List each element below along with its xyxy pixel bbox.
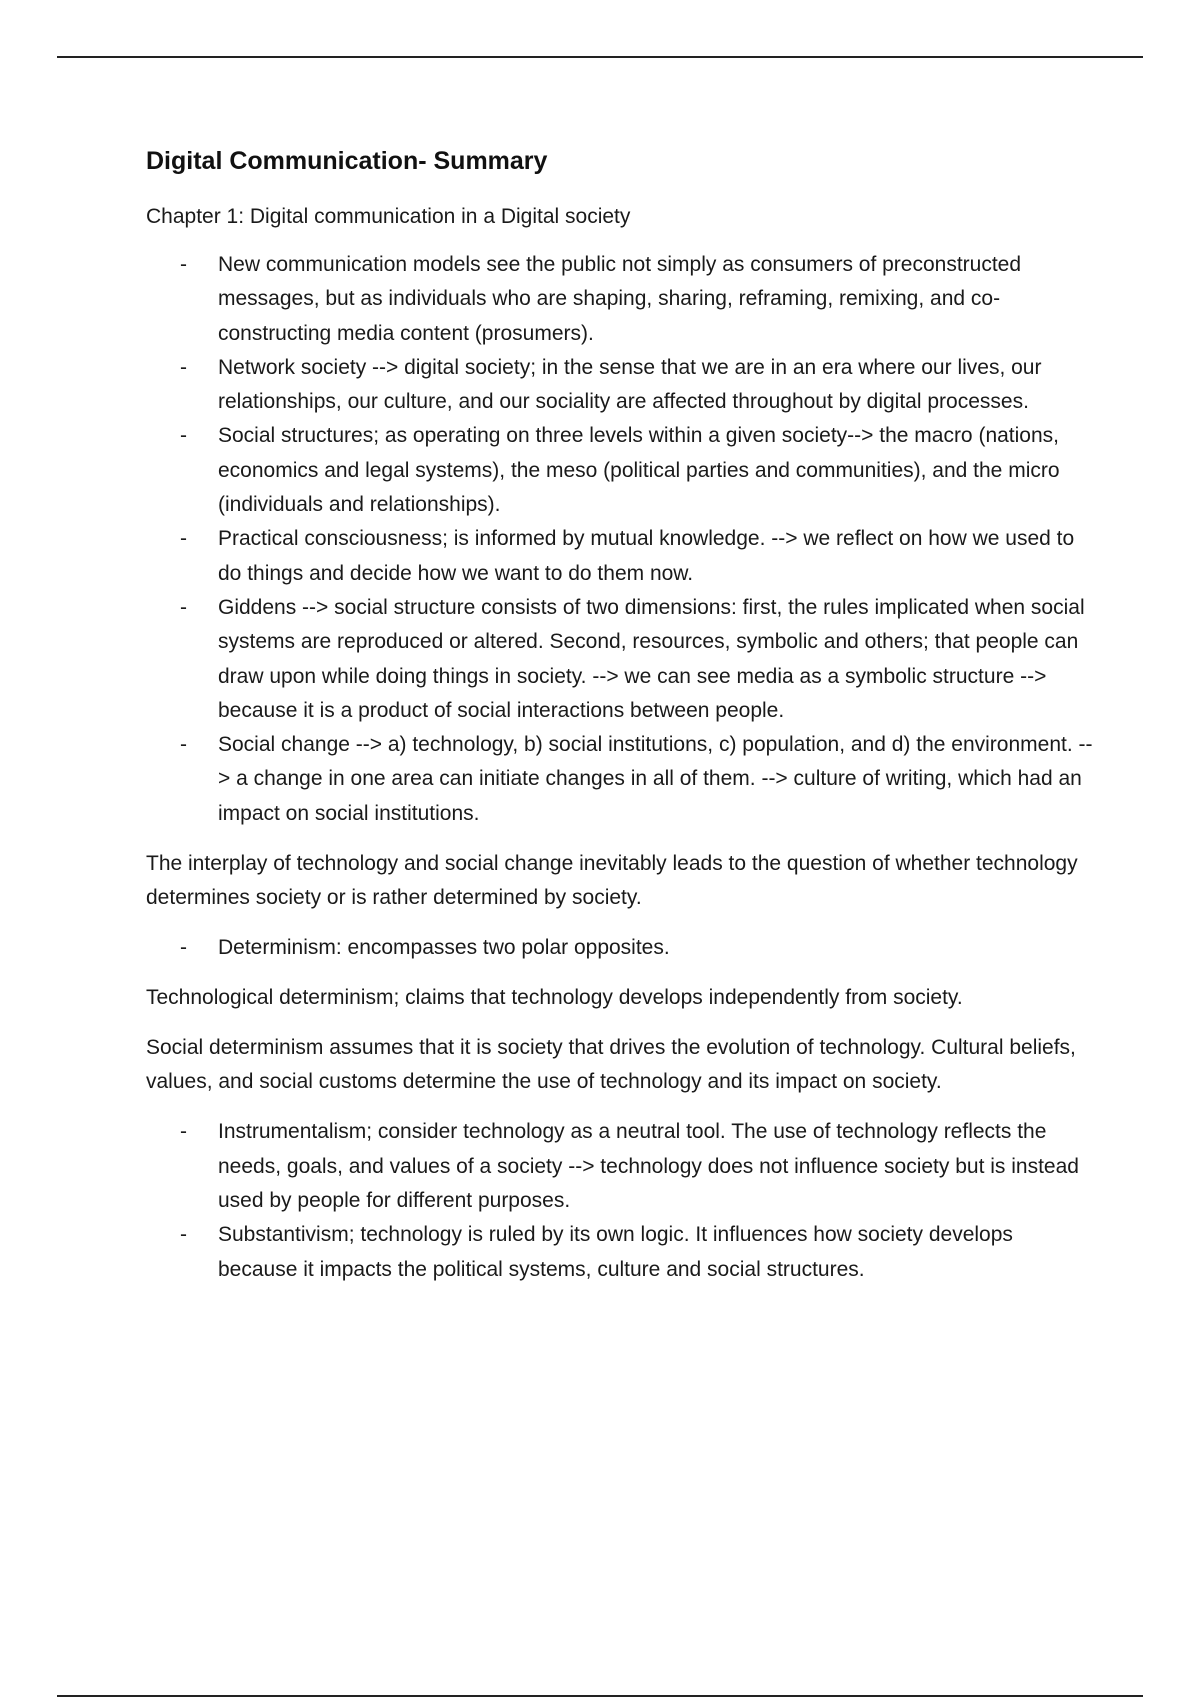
list-item-text: Instrumentalism; consider technology as a neutral tool. The use of technology reflects the needs, goals, and values of a society --> technology does not influence society but is instead used by people for different purposes.	[218, 1120, 1079, 1212]
list-item	[146, 522, 1096, 591]
list-item-text: Substantivism; technology is ruled by its own logic. It influences how society develops because it impacts the political systems, culture and social structures.	[218, 1223, 1013, 1281]
list-item	[146, 591, 1096, 728]
bullet-dash: -	[180, 936, 187, 960]
list-item-text: New communication models see the public not simply as consumers of preconstructed messages, but as individuals who are shaping, sharing, reframing, remixing, and co-constructing media content (prosumers).	[218, 253, 1022, 345]
bullet-dash: -	[180, 527, 187, 551]
list-item	[146, 728, 1096, 831]
bullet-dash: -	[180, 424, 187, 448]
bullet-list-3	[146, 1115, 1096, 1286]
bullet-dash: -	[180, 733, 187, 757]
list-item	[146, 1218, 1096, 1287]
list-item-text: Social change --> a) technology, b) social institutions, c) population, and d) the environment. --> a change in one area can initiate changes in all of them. --> culture of writing, which had an impact on social institutions.	[218, 733, 1093, 825]
top-rule	[57, 56, 1143, 58]
list-item-text: Network society --> digital society; in the sense that we are in an era where our lives, our relationships, our culture, and our sociality are affected throughout by digital processes.	[218, 355, 1042, 414]
bullet-dash: -	[180, 1223, 187, 1247]
list-item	[146, 419, 1096, 522]
page-content	[146, 144, 1096, 1303]
document-title: Digital Communication- Summary	[146, 147, 548, 175]
bullet-dash: -	[180, 253, 187, 276]
list-item	[146, 351, 1096, 420]
list-item-text: Practical consciousness; is informed by mutual knowledge. --> we reflect on how we used to do things and decide how we want to do them now.	[218, 527, 1075, 585]
chapter-heading: Chapter 1: Digital communication in a Digital society	[146, 205, 631, 228]
paragraph-technological-determinism: Technological determinism; claims that technology develops independently from society.	[146, 986, 963, 1010]
bullet-dash: -	[180, 595, 187, 619]
bullet-list-2	[146, 931, 1096, 965]
paragraph-interplay: The interplay of technology and social change inevitably leads to the question of whether technology determines society or is rather determined by society.	[146, 852, 1078, 910]
list-item-text: Giddens --> social structure consists of two dimensions: first, the rules implicated when social systems are reproduced or altered. Second, resources, symbolic and others; that people can draw upon while doing things in society. --> we can see media as a symbolic structure --> because it is a product of social interactions between people.	[218, 595, 1085, 722]
list-item	[146, 931, 1096, 965]
list-item	[146, 248, 1096, 351]
list-item-text: Social structures; as operating on three levels within a given society--> the macro (nations, economics and legal systems), the meso (political parties and communities), and the micro (individuals and relationships).	[218, 424, 1060, 517]
list-item	[146, 1115, 1096, 1218]
bullet-dash: -	[180, 355, 187, 379]
paragraph-social-determinism: Social determinism assumes that it is society that drives the evolution of technology. Cultural beliefs, values, and social customs determine the use of technology and its impact on society.	[146, 1036, 1076, 1094]
bullet-dash: -	[180, 1120, 187, 1144]
bullet-list-1	[146, 248, 1096, 831]
bottom-rule	[57, 1695, 1143, 1697]
list-item-text: Determinism: encompasses two polar opposites.	[218, 936, 670, 960]
